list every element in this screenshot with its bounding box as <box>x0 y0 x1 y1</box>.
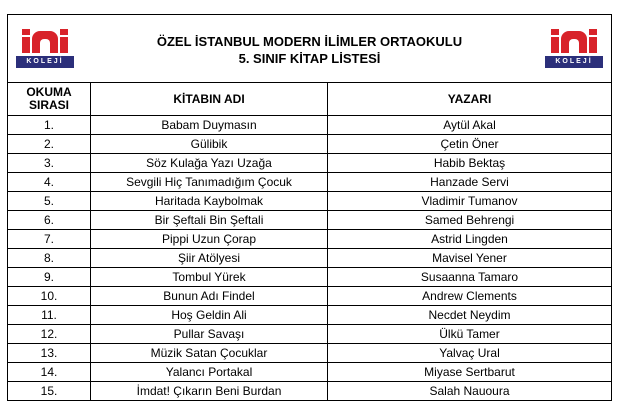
table-row <box>8 306 612 325</box>
school-name: ÖZEL İSTANBUL MODERN İLİMLER ORTAOKULU <box>156 33 463 49</box>
table-row <box>8 116 612 135</box>
author-cell: Astrid Lingden <box>328 230 612 249</box>
book-title-cell: Bunun Adı Findel <box>91 287 328 306</box>
logo-text: KOLEJİ <box>545 56 603 68</box>
table-row <box>8 173 612 192</box>
table-row <box>8 344 612 363</box>
list-title: 5. SINIF KİTAP LİSTESİ <box>238 50 381 66</box>
author-cell: Mavisel Yener <box>328 249 612 268</box>
reading-order-cell: 13. <box>8 344 91 363</box>
reading-order-cell: 4. <box>8 173 91 192</box>
book-list-table <box>7 14 612 401</box>
author-cell: Aytül Akal <box>328 116 612 135</box>
table-row <box>8 211 612 230</box>
table-row <box>8 249 612 268</box>
author-cell: Miyase Sertbarut <box>328 363 612 382</box>
column-header-author: YAZARI <box>328 83 612 116</box>
table-row <box>8 268 612 287</box>
author-cell: Samed Behrengi <box>328 211 612 230</box>
reading-order-cell: 8. <box>8 249 91 268</box>
reading-order-cell: 12. <box>8 325 91 344</box>
author-cell: Habib Bektaş <box>328 154 612 173</box>
reading-order-cell: 14. <box>8 363 91 382</box>
logo-mark <box>16 23 74 53</box>
book-title-cell: Söz Kulağa Yazı Uzağa <box>91 154 328 173</box>
reading-order-cell: 9. <box>8 268 91 287</box>
book-title-cell: Pullar Savaşı <box>91 325 328 344</box>
table-row <box>8 363 612 382</box>
author-cell: Necdet Neydim <box>328 306 612 325</box>
logo-mark <box>545 23 603 53</box>
author-cell: Andrew Clements <box>328 287 612 306</box>
reading-order-cell: 10. <box>8 287 91 306</box>
book-title-cell: Tombul Yürek <box>91 268 328 287</box>
author-cell: Çetin Öner <box>328 135 612 154</box>
author-cell: Susaanna Tamaro <box>328 268 612 287</box>
book-title-cell: Pippi Uzun Çorap <box>91 230 328 249</box>
book-title-cell: Gülibik <box>91 135 328 154</box>
reading-order-cell: 15. <box>8 382 91 401</box>
reading-order-cell: 11. <box>8 306 91 325</box>
book-title-cell: Müzik Satan Çocuklar <box>91 344 328 363</box>
author-cell: Salah Nauoura <box>328 382 612 401</box>
book-title-cell: İmdat! Çıkarın Beni Burdan <box>91 382 328 401</box>
table-row <box>8 382 612 401</box>
reading-order-cell: 3. <box>8 154 91 173</box>
author-cell: Ülkü Tamer <box>328 325 612 344</box>
author-cell: Vladimir Tumanov <box>328 192 612 211</box>
book-title-cell: Yalancı Portakal <box>91 363 328 382</box>
book-title-cell: Sevgili Hiç Tanımadığım Çocuk <box>91 173 328 192</box>
book-rows <box>8 116 612 401</box>
column-header-order: OKUMA SIRASI <box>8 83 91 116</box>
reading-order-cell: 6. <box>8 211 91 230</box>
reading-order-cell: 5. <box>8 192 91 211</box>
table-row <box>8 154 612 173</box>
book-title-cell: Babam Duymasın <box>91 116 328 135</box>
column-header-title: KİTABIN ADI <box>91 83 328 116</box>
title-cell <box>8 15 612 83</box>
book-title-cell: Bir Şeftali Bin Şeftali <box>91 211 328 230</box>
title-row <box>8 15 612 83</box>
table-row <box>8 135 612 154</box>
author-cell: Yalvaç Ural <box>328 344 612 363</box>
book-title-cell: Şiir Atölyesi <box>91 249 328 268</box>
book-title-cell: Hoş Geldin Ali <box>91 306 328 325</box>
table-row <box>8 230 612 249</box>
school-logo <box>545 23 603 75</box>
reading-order-cell: 7. <box>8 230 91 249</box>
table-row <box>8 287 612 306</box>
table-row <box>8 325 612 344</box>
book-title-cell: Haritada Kaybolmak <box>91 192 328 211</box>
reading-order-cell: 2. <box>8 135 91 154</box>
table-row <box>8 192 612 211</box>
reading-order-cell: 1. <box>8 116 91 135</box>
school-logo <box>16 23 74 75</box>
column-header-row <box>8 83 612 116</box>
author-cell: Hanzade Servi <box>328 173 612 192</box>
logo-text: KOLEJİ <box>16 56 74 68</box>
